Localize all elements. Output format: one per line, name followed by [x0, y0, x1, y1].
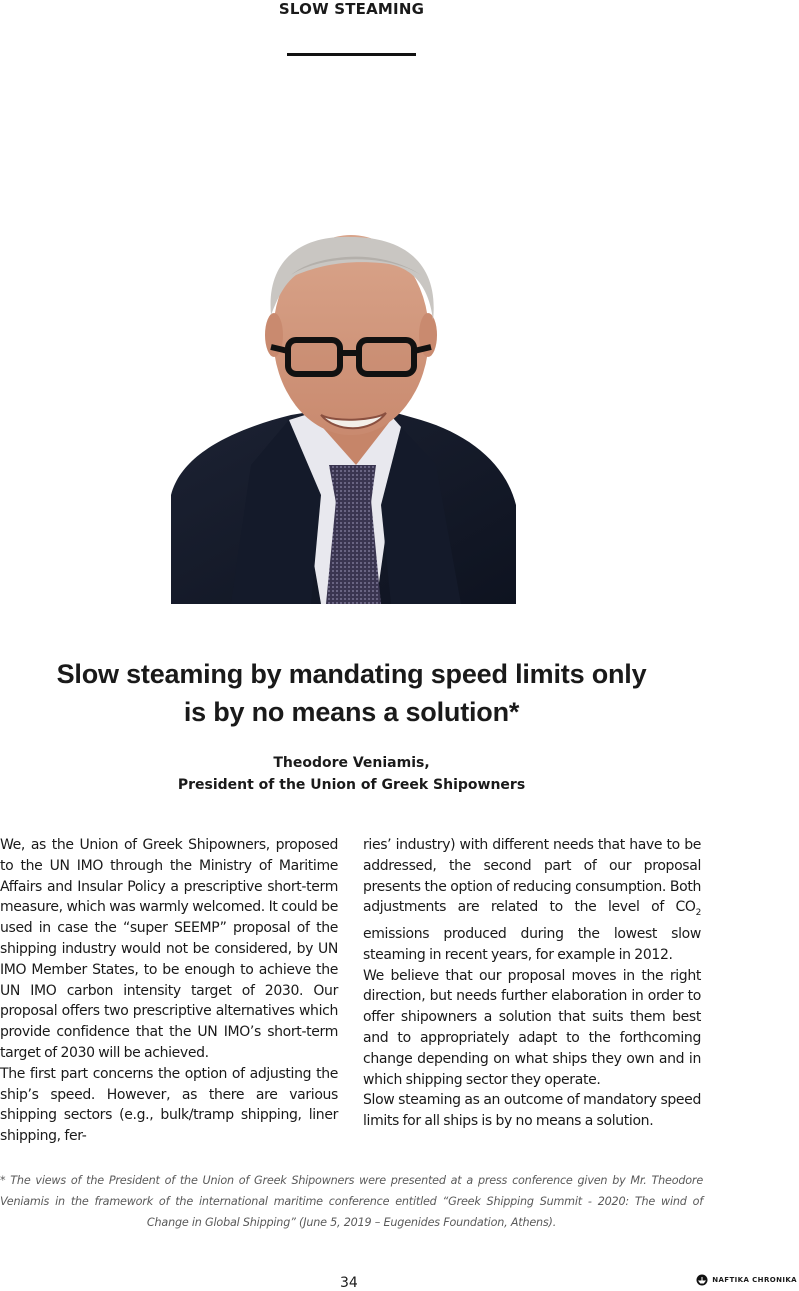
text-run: ries’ industry) with different needs that have to be addressed, the second part of our proposal presents the option of reducing consumption. Both adjustments are related to the level of CO	[363, 837, 701, 916]
page-number: 34	[340, 1275, 358, 1291]
title-line-1: Slow steaming by mandating speed limits only	[56, 659, 647, 689]
left-column	[0, 835, 338, 1147]
subscript: 2	[695, 908, 701, 919]
author-name: Theodore Veniamis,	[273, 755, 430, 771]
publisher-brand	[696, 1274, 797, 1286]
paragraph: Slow steaming as an outcome of mandatory speed limits for all ships is by no means a solution.	[363, 1092, 701, 1130]
brand-logo-icon	[696, 1274, 708, 1286]
paragraph	[363, 835, 701, 966]
paragraph: We believe that our proposal moves in the right direction, but needs further elaboration in order to offer shipowners a solution that suits them best and to appropriately adapt to the forthcoming change depending on what ships they own and in which shipping sector they operate.	[363, 967, 701, 1088]
footnote: * The views of the President of the Union of Greek Shipowners were presented at a press conference given by Mr. Theodore Veniamis in the framework of the international maritime conference entitled “Greek Shipping Summit - 2020: The wind of Change in Global Shipping” (June 5, 2019 – Eugenides Foundation, Athens).	[0, 1174, 703, 1229]
portrait-photo	[171, 165, 531, 604]
right-column	[363, 835, 701, 1132]
title-line-2: is by no means a solution*	[183, 697, 520, 727]
author-block	[0, 752, 703, 796]
author-role: President of the Union of Greek Shipowners	[177, 777, 526, 793]
paragraph: The first part concerns the option of adjusting the ship’s speed. However, as there are various shipping sectors (e.g., bulk/tramp shipping, liner shipping, fer-	[0, 1065, 338, 1145]
paragraph: We, as the Union of Greek Shipowners, proposed to the UN IMO through the Ministry of Maritime Affairs and Insular Policy a prescriptive short-term measure, which was warmly welcomed. It could be used in case the “super SEEMP” proposal of the shipping industry would not be considered, by UN IMO Member States, to be enough to achieve the UN IMO carbon intensity target of 2030. Our proposal offers two prescriptive alternatives which provide confidence that the UN IMO’s short-term target of 2030 will be achieved.	[0, 837, 338, 1061]
article-title	[0, 655, 703, 731]
header-rule	[287, 53, 416, 56]
brand-name: NAFTIKA CHRONIKA	[712, 1276, 797, 1284]
section-header: SLOW STEAMING	[278, 0, 425, 18]
text-run: emissions produced during the lowest slow steaming in recent years, for example in 2012.	[363, 925, 701, 963]
